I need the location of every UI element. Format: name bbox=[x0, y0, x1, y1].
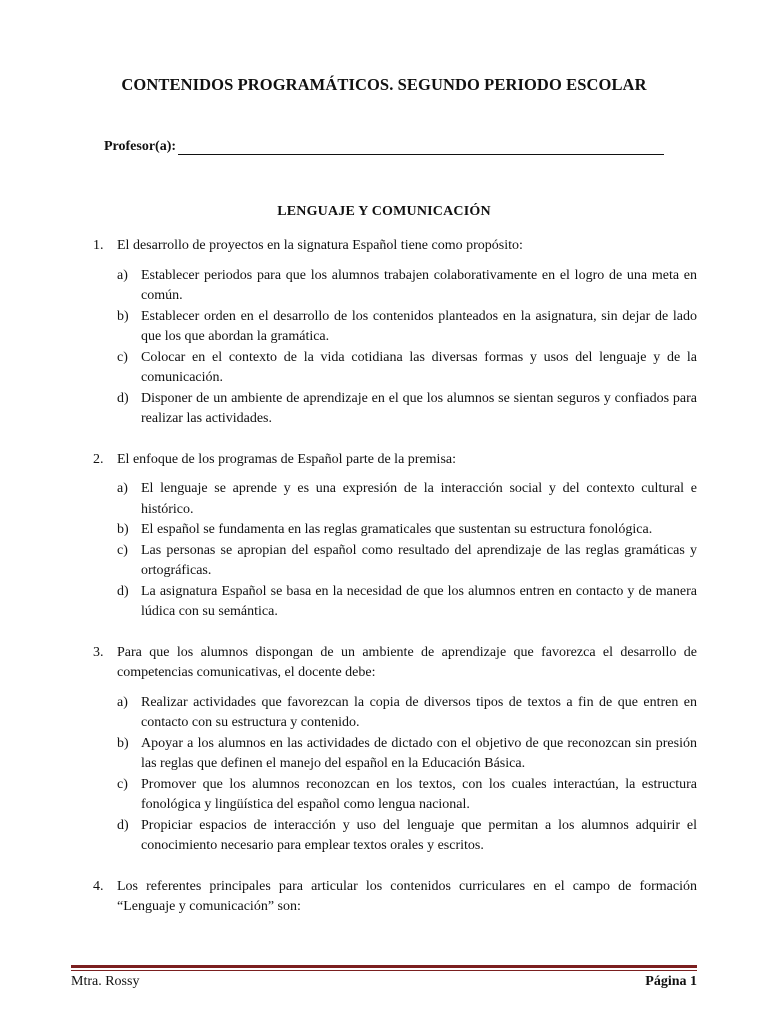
question-3 bbox=[93, 643, 697, 857]
question-number: 1. bbox=[93, 238, 104, 253]
option-text: Colocar en el contexto de la vida cotidiana las diversas formas y usos del lenguaje y de la comunicación. bbox=[141, 349, 697, 385]
question-text: El enfoque de los programas de Español parte de la premisa: bbox=[117, 451, 456, 467]
option-text: La asignatura Español se basa en la necesidad de que los alumnos entren en contacto y de manera lúdica con su semántica. bbox=[141, 583, 697, 619]
question-number: 3. bbox=[93, 644, 104, 660]
page-number: Página 1 bbox=[645, 974, 697, 989]
option-letter: c) bbox=[117, 542, 128, 558]
question-text: Los referentes principales para articular los contenidos curriculares en el campo de formación “Lenguaje y comunicación” son: bbox=[117, 878, 697, 914]
question-number: 2. bbox=[93, 451, 104, 467]
question-4 bbox=[93, 877, 697, 918]
document-title: CONTENIDOS PROGRAMÁTICOS. SEGUNDO PERIODO ESCOLAR bbox=[121, 75, 647, 94]
option-letter: b) bbox=[117, 308, 129, 324]
option-item bbox=[117, 307, 697, 348]
option-text: Realizar actividades que favorezcan la copia de diversos tipos de textos a fin de que entren en contacto con su estructura y contenido. bbox=[141, 694, 697, 730]
question-text: Para que los alumnos dispongan de un ambiente de aprendizaje que favorezca el desarrollo de competencias comunicativas, el docente debe: bbox=[117, 644, 697, 680]
question-1 bbox=[93, 236, 697, 430]
option-item bbox=[117, 582, 697, 623]
option-list bbox=[117, 266, 697, 430]
option-text: Establecer orden en el desarrollo de los contenidos planteados en la asignatura, sin dejar de lado que los que abordan la gramática. bbox=[141, 308, 697, 344]
option-item bbox=[117, 541, 697, 582]
footer-divider-thin bbox=[71, 970, 697, 971]
option-text: Disponer de un ambiente de aprendizaje en el que los alumnos se sientan seguros y confiados para realizar las actividades. bbox=[141, 390, 697, 426]
option-letter: d) bbox=[117, 817, 129, 833]
option-text: Promover que los alumnos reconozcan en los textos, con los cuales interactúan, la estructura fonológica y lingüística del español como lengua nacional. bbox=[141, 776, 697, 812]
option-item bbox=[117, 389, 697, 430]
question-list bbox=[93, 236, 697, 918]
option-item bbox=[117, 693, 697, 734]
option-text: Establecer periodos para que los alumnos trabajen colaborativamente en el logro de una meta en común. bbox=[141, 267, 697, 303]
teacher-field bbox=[104, 139, 664, 155]
option-letter: a) bbox=[117, 267, 128, 283]
option-letter: d) bbox=[117, 390, 129, 406]
option-item bbox=[117, 775, 697, 816]
option-letter: d) bbox=[117, 583, 129, 599]
option-item bbox=[117, 479, 697, 520]
teacher-label: Profesor(a): bbox=[104, 139, 177, 154]
question-2 bbox=[93, 450, 697, 623]
option-letter: a) bbox=[117, 694, 128, 710]
footer-author: Mtra. Rossy bbox=[71, 974, 140, 989]
option-item bbox=[117, 348, 697, 389]
option-item bbox=[117, 266, 697, 307]
option-text: Apoyar a los alumnos en las actividades de dictado con el objetivo de que reconozcan sin presión las reglas que definen el manejo del español en la Educación Básica. bbox=[141, 735, 697, 771]
option-list bbox=[117, 693, 697, 857]
subject-heading: LENGUAJE Y COMUNICACIÓN bbox=[277, 204, 491, 219]
option-letter: b) bbox=[117, 522, 129, 537]
option-letter: c) bbox=[117, 776, 128, 792]
option-text: Propiciar espacios de interacción y uso del lenguaje que permitan a los alumnos adquirir el conocimiento necesario para emplear textos orales y escritos. bbox=[141, 817, 697, 853]
teacher-blank-line bbox=[178, 140, 664, 155]
option-letter: b) bbox=[117, 735, 129, 751]
option-list bbox=[117, 479, 697, 623]
footer-divider bbox=[71, 965, 697, 968]
option-letter: c) bbox=[117, 349, 128, 365]
option-item bbox=[117, 734, 697, 775]
option-text: El español se fundamenta en las reglas gramaticales que sustentan su estructura fonológica. bbox=[141, 522, 653, 537]
question-number: 4. bbox=[93, 878, 104, 894]
option-text: El lenguaje se aprende y es una expresión de la interacción social y del contexto cultural e histórico. bbox=[141, 481, 697, 517]
option-item bbox=[117, 816, 697, 857]
option-letter: a) bbox=[117, 481, 128, 496]
option-text: Las personas se apropian del español como resultado del aprendizaje de las reglas gramáticas y ortográficas. bbox=[141, 542, 697, 578]
question-text: El desarrollo de proyectos en la signatura Español tiene como propósito: bbox=[117, 238, 523, 253]
option-item bbox=[117, 520, 697, 541]
